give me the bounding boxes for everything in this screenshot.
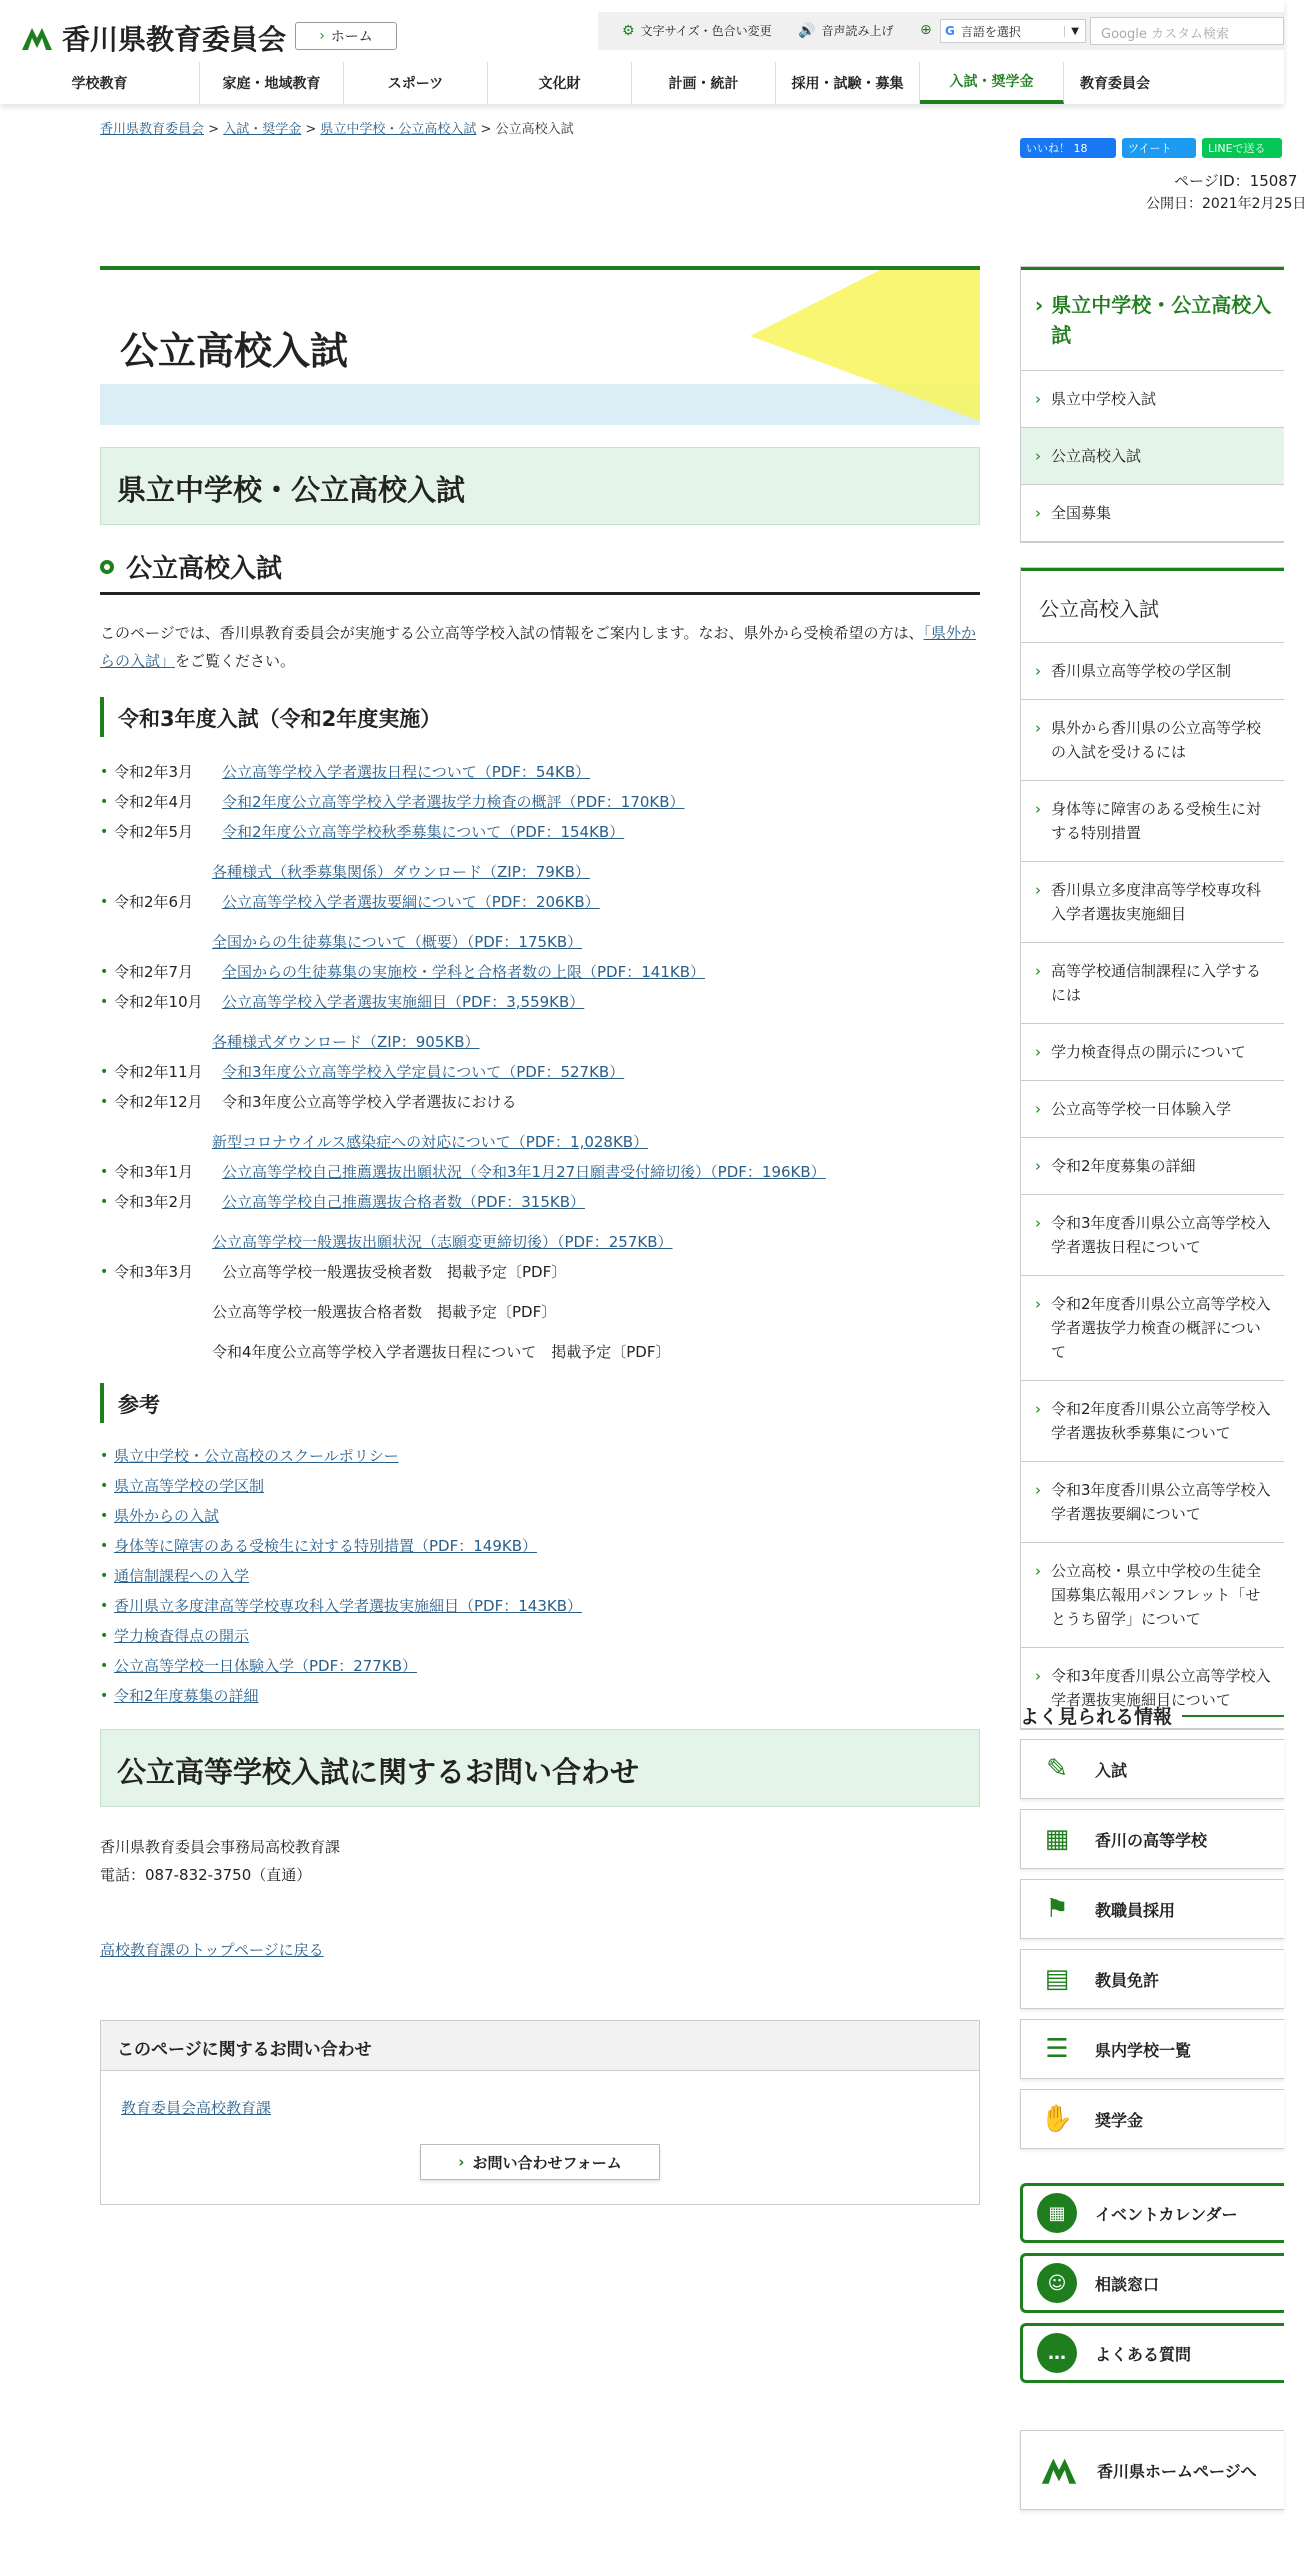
entry-date: 令和2年10月	[114, 993, 203, 1011]
entry-date: 令和2年12月	[114, 1093, 203, 1111]
facebook-like-button[interactable]: いいね！ 18	[1020, 138, 1116, 158]
bullet-icon: •	[100, 964, 109, 980]
chevron-right-icon: ›	[1035, 881, 1041, 899]
list-item	[100, 1297, 980, 1327]
page-id: ページID：15087	[1174, 172, 1298, 190]
popular-label: 県内学校一覧	[1095, 2040, 1192, 2060]
sidebar-item-label: 令和2年度香川県公立高等学校入学者選抜学力検査の概評について	[1051, 1295, 1271, 1361]
inquiry-form-button[interactable]: › お問い合わせフォーム	[420, 2144, 660, 2180]
speaker-icon: 🔊	[798, 22, 816, 39]
line-button[interactable]: LINEで送る	[1202, 138, 1282, 158]
list-item	[100, 1057, 980, 1087]
published-date: 公開日：2021年2月25日	[1146, 196, 1306, 212]
chevron-right-icon: ›	[1035, 1100, 1041, 1118]
site-header	[0, 0, 1284, 104]
reference-link[interactable]: 香川県立多度津高等学校専攻科入学者選抜実施細目（PDF：143KB）	[114, 1597, 582, 1615]
reference-link[interactable]: 令和2年度募集の詳細	[114, 1687, 259, 1705]
exam-icon: ✎	[1046, 1754, 1068, 1784]
site-logo[interactable]	[20, 18, 286, 58]
entry-link[interactable]: 全国からの生徒募集の実施校・学科と合格者数の上限（PDF：141KB）	[222, 963, 705, 981]
list-item	[100, 987, 980, 1017]
bullet-icon: •	[100, 794, 109, 810]
sidebar-item[interactable]	[1021, 943, 1284, 1024]
bullet-icon: •	[100, 1264, 109, 1280]
list-item	[100, 1337, 980, 1367]
chevron-right-icon: ›	[1035, 1481, 1041, 1499]
entry-text: 公立高等学校一般選抜合格者数 掲載予定〔PDF〕	[212, 1303, 557, 1321]
feature-label: よくある質問	[1095, 2344, 1192, 2364]
nav-item-exams[interactable]: 入試・奨学金	[920, 62, 1064, 104]
reference-list	[100, 1441, 980, 1711]
bullet-icon: •	[100, 1568, 109, 1584]
sidebar-item[interactable]	[1021, 862, 1284, 943]
list-item	[100, 1227, 980, 1257]
bullet-icon: •	[100, 994, 109, 1010]
font-size-label: 文字サイズ・色合い変更	[640, 24, 772, 38]
entry-link[interactable]: 各種様式ダウンロード（ZIP：905KB）	[212, 1033, 480, 1051]
home-button[interactable]	[295, 22, 397, 50]
page-inquiry-box	[100, 2020, 980, 2205]
entry-date: 令和2年3月	[114, 763, 194, 781]
list-item	[100, 1471, 980, 1501]
entry-link[interactable]: 公立高等学校自己推薦選抜出願状況（令和3年1月27日願書受付締切後）（PDF：196KB）	[222, 1163, 826, 1181]
reference-link[interactable]: 身体等に障害のある受検生に対する特別措置（PDF：149KB）	[114, 1537, 537, 1555]
kagawa-logo-icon	[20, 24, 54, 52]
sidebar-item-label: 公立高等学校一日体験入学	[1051, 1100, 1232, 1118]
bullet-icon: •	[100, 1538, 109, 1554]
back-to-top-link[interactable]: 高校教育課のトップページに戻る	[100, 1941, 324, 1959]
school-building-icon: ▦	[1044, 1824, 1070, 1854]
entry-link[interactable]: 公立高等学校入学者選抜日程について（PDF：54KB）	[222, 763, 591, 781]
breadcrumb-link[interactable]: 県立中学校・公立高校入試	[320, 122, 477, 137]
bullet-icon: •	[100, 1448, 109, 1464]
global-nav	[0, 62, 1284, 104]
bullet-icon: •	[100, 1688, 109, 1704]
entry-date: 令和3年1月	[114, 1163, 194, 1181]
contact-dept: 香川県教育委員会事務局高校教育課	[100, 1838, 341, 1856]
entry-date: 令和3年2月	[114, 1193, 194, 1211]
bullet-icon: •	[100, 1658, 109, 1674]
popular-button[interactable]	[1020, 1739, 1284, 1799]
tweet-button[interactable]: ツイート	[1122, 138, 1196, 158]
sidebar-heading-exams[interactable]: › 県立中学校・公立高校入試	[1021, 267, 1284, 371]
list-item	[100, 1257, 980, 1287]
sidebar-item-label: 県外から香川県の公立高等学校の入試を受けるには	[1051, 719, 1262, 761]
search-input[interactable]: Google カスタム検索	[1090, 17, 1284, 45]
entry-date: 令和2年11月	[114, 1063, 203, 1081]
entry-link[interactable]: 令和2年度公立高等学校秋季募集について（PDF：154KB）	[222, 823, 625, 841]
breadcrumb-link[interactable]: 入試・奨学金	[223, 122, 302, 137]
sidebar-item[interactable]	[1021, 1381, 1284, 1462]
popular-button[interactable]	[1020, 1809, 1284, 1869]
sidebar-item-label: 令和2年度募集の詳細	[1051, 1157, 1196, 1175]
sidebar-item-label: 香川県立多度津高等学校専攻科入学者選抜実施細目	[1051, 881, 1262, 923]
reference-link[interactable]: 県立中学校・公立高校のスクールポリシー	[114, 1447, 399, 1465]
intro-text: このページでは、香川県教育委員会が実施する公立高等学校入試の情報をご案内します。なお、県外から受検希望の方は、「県外からの入試」をご覧ください。	[100, 624, 977, 670]
sidebar-item-label: 高等学校通信制課程に入学するには	[1051, 962, 1262, 1004]
entry-link[interactable]: 公立高等学校一般選抜出願状況（志願変更締切後）（PDF：257KB）	[212, 1233, 673, 1251]
nav-item-culture[interactable]: 文化財	[488, 62, 632, 104]
sidebar-item[interactable]	[1021, 485, 1284, 542]
chevron-right-icon: ›	[1035, 1667, 1041, 1685]
sidebar-item[interactable]	[1021, 1024, 1284, 1081]
feature-button[interactable]	[1020, 2253, 1284, 2313]
list-item	[100, 927, 980, 957]
list-item	[100, 887, 980, 917]
sidebar-item-label: 令和3年度香川県公立高等学校入学者選抜日程について	[1051, 1214, 1271, 1256]
popular-button[interactable]	[1020, 1949, 1284, 2009]
entry-link[interactable]: 公立高等学校入学者選抜要綱について（PDF：206KB）	[222, 893, 600, 911]
year-heading: 令和3年度入試（令和2年度実施）	[100, 697, 980, 737]
list-item	[100, 957, 980, 987]
nav-item-recruit[interactable]: 採用・試験・募集	[776, 62, 920, 104]
sidebar-item-label: 令和3年度香川県公立高等学校入学者選抜実施細目について	[1051, 1667, 1271, 1709]
utility-bar	[598, 12, 1284, 50]
sidebar-item-label: 令和3年度香川県公立高等学校入学者選抜要綱について	[1051, 1481, 1271, 1523]
chevron-right-icon: ›	[1035, 1295, 1041, 1313]
gear-icon: ⚙	[622, 22, 635, 39]
breadcrumb-link[interactable]: 香川県教育委員会	[100, 122, 205, 137]
google-icon: G	[945, 24, 955, 38]
chevron-right-icon: ›	[1035, 1562, 1041, 1580]
contact-phone: 電話：087-832-3750（直通）	[100, 1866, 312, 1884]
entry-link[interactable]: 新型コロナウイルス感染症への対応について（PDF：1,028KB）	[212, 1133, 649, 1151]
nav-item-family[interactable]: 家庭・地域教育	[200, 62, 344, 104]
bullet-icon: •	[100, 1508, 109, 1524]
feature-button[interactable]	[1020, 2323, 1284, 2383]
license-icon: ▤	[1044, 1964, 1070, 1994]
sidebar-item-label: 令和2年度香川県公立高等学校入学者選抜秋季募集について	[1051, 1400, 1271, 1442]
entry-link[interactable]: 令和2年度公立高等学校入学者選抜学力検査の概評（PDF：170KB）	[222, 793, 685, 811]
sidebar-item-label: 県立中学校入試	[1051, 390, 1157, 408]
reference-link[interactable]: 県立高等学校の学区制	[114, 1477, 265, 1495]
entry-text: 公立高等学校一般選抜受検者数 掲載予定〔PDF〕	[222, 1263, 567, 1281]
inquiry-body	[101, 2071, 979, 2204]
entry-link[interactable]: 各種様式（秋季募集関係）ダウンロード（ZIP：79KB）	[212, 863, 590, 881]
entry-date: 令和2年7月	[114, 963, 194, 981]
school-list-icon: ☰	[1045, 2034, 1069, 2064]
inquiry-dept-link[interactable]: 教育委員会高校教育課	[121, 2099, 272, 2117]
out-of-prefecture-link[interactable]: 「県外からの入試」	[100, 624, 977, 670]
chevron-right-icon: ›	[1035, 390, 1041, 408]
list-item	[100, 1561, 980, 1591]
chevron-right-icon: ›	[1035, 719, 1041, 737]
nav-item-board[interactable]: 教育委員会	[1080, 76, 1150, 92]
list-item	[100, 1157, 980, 1187]
sidebar-item[interactable]	[1021, 428, 1284, 485]
chevron-right-icon: ›	[1035, 962, 1041, 980]
chevron-right-icon: ›	[1035, 504, 1041, 522]
reference-link[interactable]: 通信制課程への入学	[114, 1567, 250, 1585]
feature-label: イベントカレンダー	[1095, 2204, 1238, 2224]
popular-label: 教員免許	[1095, 1970, 1160, 1990]
entry-link[interactable]: 公立高等学校入学者選抜実施細目（PDF：3,559KB）	[222, 993, 585, 1011]
sidebar-item[interactable]	[1021, 700, 1284, 781]
list-item	[100, 1501, 980, 1531]
chevron-right-icon: ›	[1035, 293, 1044, 317]
chevron-right-icon: ›	[1035, 1157, 1041, 1175]
bullet-icon: •	[100, 1194, 109, 1210]
popular-title: よく見られる情報	[1020, 1702, 1284, 1729]
entry-link[interactable]: 全国からの生徒募集について（概要）（PDF：175KB）	[212, 933, 583, 951]
contact-heading: 公立高等学校入試に関するお問い合わせ	[100, 1729, 980, 1807]
kagawa-home-button[interactable]: 香川県ホームページへ	[1020, 2430, 1284, 2510]
list-item	[100, 1087, 980, 1117]
popular-info	[1020, 1702, 1284, 2383]
nav-item-sports[interactable]: スポーツ	[344, 62, 488, 104]
staff-icon: ⚑	[1045, 1894, 1069, 1924]
exam-schedule-list	[100, 757, 980, 1367]
consultation-icon: ☺	[1037, 2263, 1077, 2303]
popular-label: 教職員採用	[1095, 1900, 1176, 1920]
feature-button[interactable]	[1020, 2183, 1284, 2243]
sidebar-item-label: 全国募集	[1051, 504, 1112, 522]
dropdown-arrow-icon: ▼	[1064, 26, 1085, 37]
bullet-icon: •	[100, 1628, 109, 1644]
reference-link[interactable]: 学力検査得点の開示	[114, 1627, 250, 1645]
list-item	[100, 787, 980, 817]
chevron-right-icon: ›	[1035, 800, 1041, 818]
bullet-icon: •	[100, 1064, 109, 1080]
list-item	[100, 817, 980, 847]
list-item	[100, 1621, 980, 1651]
reference-link[interactable]: 県外からの入試	[114, 1507, 220, 1525]
speech-link[interactable]	[798, 22, 893, 39]
popular-label: 入試	[1095, 1760, 1128, 1780]
list-item	[100, 1127, 980, 1157]
entry-date: 令和3年3月	[114, 1263, 194, 1281]
list-item	[100, 1027, 980, 1057]
bullet-icon: •	[100, 1094, 109, 1110]
main-content	[100, 266, 980, 2205]
home-label: ホーム	[330, 29, 373, 45]
list-item	[100, 1531, 980, 1561]
breadcrumb: 香川県教育委員会 > 入試・奨学金 > 県立中学校・公立高校入試 > 公立高校入試	[100, 122, 574, 137]
chat-bubble-icon: …	[1037, 2333, 1077, 2373]
entry-text: 令和4年度公立高等学校入学者選抜日程について 掲載予定〔PDF〕	[212, 1343, 671, 1361]
feature-label: 相談窓口	[1095, 2274, 1160, 2294]
sidebar-item[interactable]	[1021, 1195, 1284, 1276]
chevron-right-icon: ›	[1035, 1400, 1041, 1418]
chevron-right-icon: ›	[1035, 1214, 1041, 1232]
sidebar-item[interactable]	[1021, 1138, 1284, 1195]
language-select[interactable]	[940, 19, 1086, 43]
entry-link[interactable]: 公立高等学校自己推薦選抜合格者数（PDF：315KB）	[222, 1193, 585, 1211]
back-link-wrap	[100, 1939, 980, 1960]
page-title-box	[100, 266, 980, 421]
list-item	[100, 1681, 980, 1711]
chevron-right-icon: ›	[1035, 662, 1041, 680]
list-item	[100, 1651, 980, 1681]
contact-info	[100, 1833, 980, 1889]
reference-heading: 参考	[100, 1383, 980, 1423]
sidebar-item[interactable]	[1021, 643, 1284, 700]
bullet-icon: •	[100, 1164, 109, 1180]
chevron-right-icon: ›	[1035, 1043, 1041, 1061]
bullet-icon: •	[100, 894, 109, 910]
sidebar-item[interactable]	[1021, 1462, 1284, 1543]
sidebar-box-exams	[1020, 266, 1284, 543]
popular-label: 奨学金	[1095, 2110, 1144, 2130]
sidebar	[1020, 266, 1284, 1730]
speech-label: 音声読み上げ	[821, 24, 894, 38]
globe-icon: ⊕	[920, 22, 932, 38]
entry-text: 令和3年度公立高等学校入学者選抜における	[222, 1093, 517, 1111]
bullet-icon: •	[100, 764, 109, 780]
sub-heading: 公立高校入試	[100, 547, 980, 595]
kagawa-logo-icon	[1039, 2454, 1079, 2486]
sidebar-item[interactable]	[1021, 371, 1284, 428]
sidebar-item-label: 香川県立高等学校の学区制	[1051, 662, 1232, 680]
nav-item-plans[interactable]: 計画・統計	[632, 62, 776, 104]
bullet-icon: •	[100, 824, 109, 840]
list-item	[100, 1441, 980, 1471]
popular-button[interactable]	[1020, 2019, 1284, 2079]
bullet-icon: •	[100, 1598, 109, 1614]
entry-date: 令和2年4月	[114, 793, 194, 811]
list-item	[100, 1591, 980, 1621]
title-decoration	[750, 270, 980, 425]
chevron-right-icon: ›	[1035, 447, 1041, 465]
sidebar-item-label: 公立高校入試	[1051, 447, 1142, 465]
page-title: 公立高校入試	[120, 329, 349, 373]
entry-link[interactable]: 令和3年度公立高等学校入学定員について（PDF：527KB）	[222, 1063, 625, 1081]
language-label: 言語を選択	[960, 24, 1021, 39]
calendar-icon: ▦	[1037, 2193, 1077, 2233]
scholarship-icon: ✋	[1040, 2104, 1074, 2134]
chevron-right-icon: ›	[458, 2153, 465, 2171]
sidebar-item[interactable]	[1021, 781, 1284, 862]
popular-label: 香川の高等学校	[1095, 1830, 1208, 1850]
bullet-circle-icon	[100, 560, 114, 574]
list-item	[100, 757, 980, 787]
social-buttons	[1020, 138, 1282, 158]
sidebar-item[interactable]	[1021, 1276, 1284, 1381]
list-item	[100, 857, 980, 887]
sidebar-box-high-school	[1020, 567, 1284, 1730]
popular-button[interactable]	[1020, 2089, 1284, 2149]
sidebar-item-label: 身体等に障害のある受検生に対する特別措置	[1051, 800, 1262, 842]
site-name: 香川県教育委員会	[62, 23, 287, 56]
list-item	[100, 1187, 980, 1217]
sidebar-heading-high-school: 公立高校入試	[1021, 568, 1284, 643]
sidebar-item[interactable]	[1021, 1081, 1284, 1138]
sidebar-item[interactable]	[1021, 1543, 1284, 1648]
entry-date: 令和2年6月	[114, 893, 194, 911]
chevron-right-icon: ›	[319, 28, 325, 44]
font-size-color-link[interactable]	[622, 22, 772, 39]
inquiry-heading: このページに関するお問い合わせ	[101, 2021, 979, 2071]
section-heading: 県立中学校・公立高校入試	[100, 447, 980, 525]
reference-link[interactable]: 公立高等学校一日体験入学（PDF：277KB）	[114, 1657, 417, 1675]
sidebar-item-label: 学力検査得点の開示について	[1051, 1043, 1246, 1061]
breadcrumb-current: 公立高校入試	[495, 122, 574, 137]
bullet-icon: •	[100, 1478, 109, 1494]
entry-date: 令和2年5月	[114, 823, 194, 841]
sidebar-item-label: 公立高校・県立中学校の生徒全国募集広報用パンフレット「せとうち留学」について	[1051, 1562, 1262, 1628]
popular-button[interactable]	[1020, 1879, 1284, 1939]
nav-item-school[interactable]: 学校教育	[0, 62, 200, 104]
